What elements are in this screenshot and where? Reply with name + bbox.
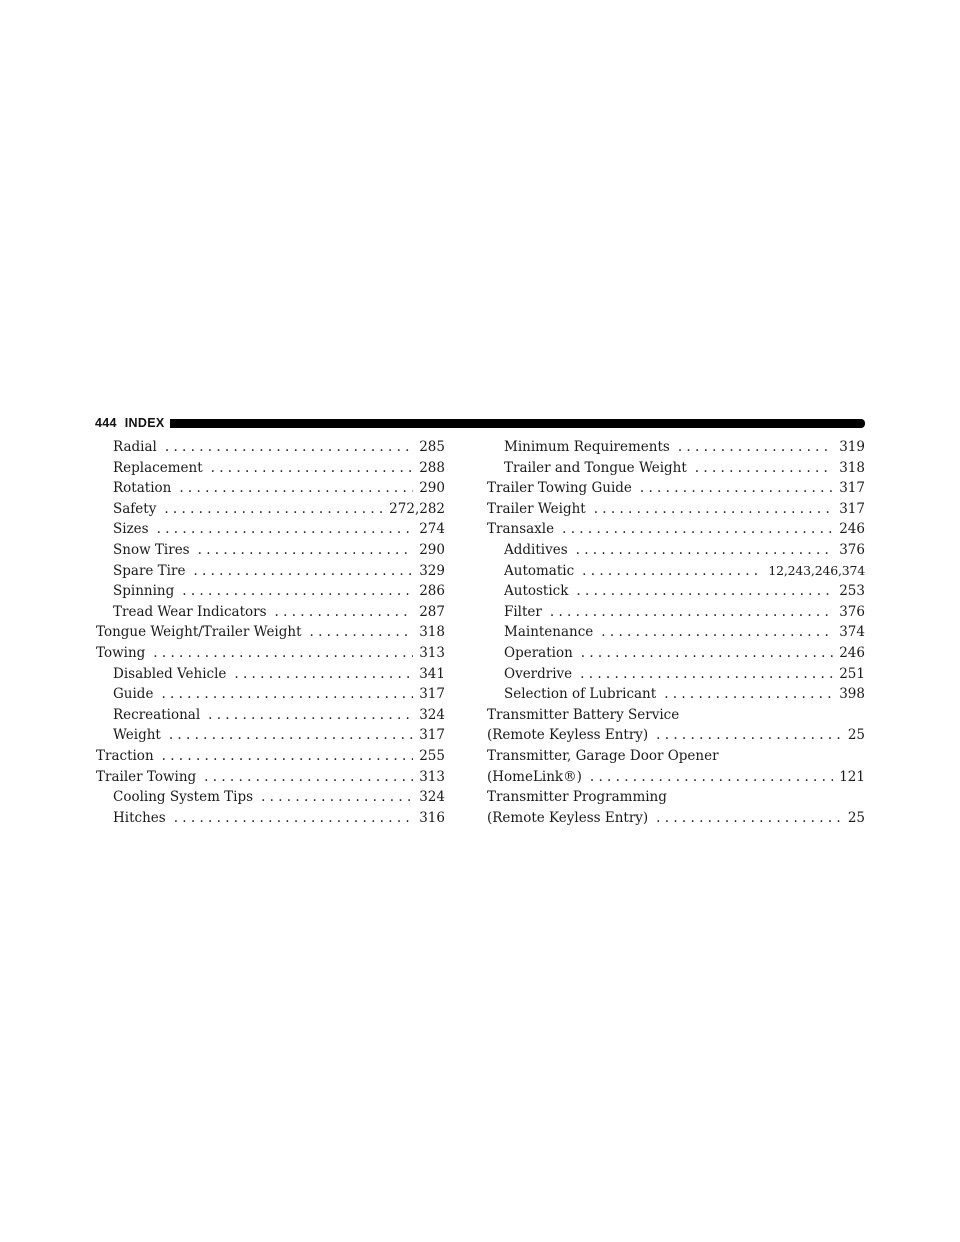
entry-label: (Remote Keyless Entry) [487, 727, 649, 744]
index-entry [487, 499, 865, 520]
entry-page: 25 [847, 809, 865, 826]
leader-dots [174, 808, 414, 829]
leader-dots [261, 787, 413, 808]
leader-dots [182, 581, 413, 602]
leader-dots [576, 581, 833, 602]
index-subentry [487, 664, 865, 685]
leader-dots [169, 725, 413, 746]
entry-label: Weight [113, 727, 161, 744]
index-subentry [487, 437, 865, 458]
entry-page: 398 [839, 686, 865, 703]
index-subentry [96, 664, 445, 685]
index-entry [96, 622, 445, 643]
index-subentry [96, 808, 445, 829]
entry-label: Maintenance [504, 624, 594, 641]
entry-label: Transaxle [487, 521, 555, 538]
entry-label: Snow Tires [113, 541, 190, 558]
leader-dots [594, 499, 834, 520]
index-entry [487, 519, 865, 540]
entry-label: Sizes [113, 521, 149, 538]
index-entry [487, 478, 865, 499]
entry-label: (HomeLink®) [487, 768, 582, 785]
entry-page: 272,282 [389, 500, 445, 517]
index-entry-heading: Transmitter Battery Service [487, 706, 680, 723]
entry-page: 317 [419, 727, 445, 744]
index-subentry [96, 705, 445, 726]
header-rule [170, 419, 865, 428]
entry-page: 329 [419, 562, 445, 579]
entry-page: 290 [419, 541, 445, 558]
leader-dots [580, 664, 833, 685]
index-subentry [96, 787, 445, 808]
leader-dots [162, 746, 414, 767]
entry-page: 288 [419, 459, 445, 476]
entry-page: 253 [839, 583, 865, 600]
entry-label: Operation [504, 644, 573, 661]
leader-dots [198, 540, 414, 561]
index-entry [487, 767, 865, 788]
entry-page: 274 [419, 521, 445, 538]
leader-dots [590, 767, 833, 788]
index-entry [487, 808, 865, 829]
entry-page: 255 [419, 747, 445, 764]
entry-label: Radial [113, 439, 157, 455]
index-subentry [96, 499, 445, 520]
leader-dots [664, 684, 833, 705]
index-entry [96, 746, 445, 767]
entry-page: 246 [839, 644, 865, 661]
entry-page: 287 [419, 603, 445, 620]
index-subentry [96, 725, 445, 746]
leader-dots [234, 664, 413, 685]
index-subentry [96, 684, 445, 705]
entry-page: 286 [419, 583, 445, 600]
entry-page: 319 [839, 439, 865, 455]
entry-label: Minimum Requirements [504, 439, 670, 455]
leader-dots [640, 478, 833, 499]
entry-page: 317 [419, 686, 445, 703]
index-entry [487, 725, 865, 746]
leader-dots [275, 602, 414, 623]
entry-label: Autostick [504, 583, 569, 600]
index-column-left [96, 437, 445, 828]
entry-page: 313 [419, 644, 445, 661]
entry-label: Overdrive [504, 665, 573, 682]
index-entry [96, 643, 445, 664]
entry-label: Trailer and Tongue Weight [504, 459, 687, 476]
entry-page: 341 [419, 665, 445, 682]
leader-dots [656, 808, 842, 829]
entry-label: Filter [504, 603, 542, 620]
index-subentry [487, 643, 865, 664]
entry-label: Spare Tire [113, 562, 186, 579]
index-entry-heading: Transmitter, Garage Door Opener [487, 747, 719, 764]
entry-label: Disabled Vehicle [113, 665, 227, 682]
index-entry [96, 767, 445, 788]
leader-dots [193, 561, 413, 582]
entry-page: 121 [839, 768, 865, 785]
leader-dots [562, 519, 833, 540]
entry-label: Tread Wear Indicators [113, 603, 267, 620]
entry-page: 246 [839, 521, 865, 538]
leader-dots [161, 684, 413, 705]
entry-label: Spinning [113, 583, 175, 600]
entry-page: 374 [839, 624, 865, 641]
leader-dots [601, 622, 833, 643]
index-subentry [487, 622, 865, 643]
entry-label: Additives [504, 541, 568, 558]
leader-dots [695, 458, 833, 479]
entry-label: Replacement [113, 459, 203, 476]
entry-label: Guide [113, 686, 154, 703]
entry-label: Tongue Weight/Trailer Weight [96, 624, 302, 641]
leader-dots [581, 643, 833, 664]
index-subentry [487, 561, 865, 582]
entry-label: Traction [96, 747, 154, 764]
entry-label: Trailer Weight [487, 500, 586, 517]
entry-page: 317 [839, 500, 865, 517]
entry-label: Automatic [504, 562, 575, 579]
entry-page: 316 [419, 809, 445, 826]
leader-dots [211, 458, 414, 479]
entry-page: 376 [839, 603, 865, 620]
index-column-right [487, 437, 865, 828]
entry-label: Cooling System Tips [113, 789, 254, 806]
index-subentry [487, 540, 865, 561]
entry-label: Hitches [113, 809, 166, 826]
entry-page: 324 [419, 789, 445, 806]
entry-page: 313 [419, 768, 445, 785]
leader-dots [208, 705, 413, 726]
index-subentry [96, 602, 445, 623]
index-subentry [487, 581, 865, 602]
entry-page: 324 [419, 706, 445, 723]
index-subentry [96, 437, 445, 458]
entry-label: Selection of Lubricant [504, 686, 657, 703]
page-number: 444 [95, 416, 117, 430]
index-subentry [487, 602, 865, 623]
leader-dots [165, 437, 413, 458]
entry-label: Trailer Towing Guide [487, 480, 632, 497]
entry-label: Rotation [113, 480, 172, 497]
index-entries-right [487, 437, 865, 705]
leader-dots [310, 622, 414, 643]
entry-label: (Remote Keyless Entry) [487, 809, 649, 826]
index-entry-heading: Transmitter Programming [487, 789, 667, 806]
leader-dots [582, 561, 762, 582]
entry-page: 12,243,246,374 [768, 562, 865, 578]
section-title: INDEX [124, 416, 165, 430]
leader-dots [550, 602, 833, 623]
entry-page: 318 [419, 624, 445, 641]
index-subentry [96, 458, 445, 479]
entry-label: Trailer Towing [96, 768, 197, 785]
index-subentry [487, 458, 865, 479]
leader-dots [157, 519, 414, 540]
entry-label: Safety [113, 500, 157, 517]
leader-dots [153, 643, 413, 664]
leader-dots [678, 437, 833, 458]
index-subentry [96, 540, 445, 561]
index-subentry [96, 478, 445, 499]
leader-dots [179, 478, 413, 499]
index-subentry [487, 684, 865, 705]
entry-label: Towing [96, 644, 146, 661]
index-subentry [96, 581, 445, 602]
entry-page: 285 [419, 439, 445, 455]
leader-dots [204, 767, 413, 788]
entry-page: 317 [839, 480, 865, 497]
entry-page: 25 [847, 727, 865, 744]
entry-page: 318 [839, 459, 865, 476]
entry-page: 290 [419, 480, 445, 497]
index-subentry [96, 519, 445, 540]
page-header [95, 415, 865, 431]
entry-label: Recreational [113, 706, 201, 723]
entry-page: 251 [839, 665, 865, 682]
leader-dots [164, 499, 383, 520]
leader-dots [576, 540, 834, 561]
leader-dots [656, 725, 842, 746]
entry-page: 376 [839, 541, 865, 558]
index-subentry [96, 561, 445, 582]
